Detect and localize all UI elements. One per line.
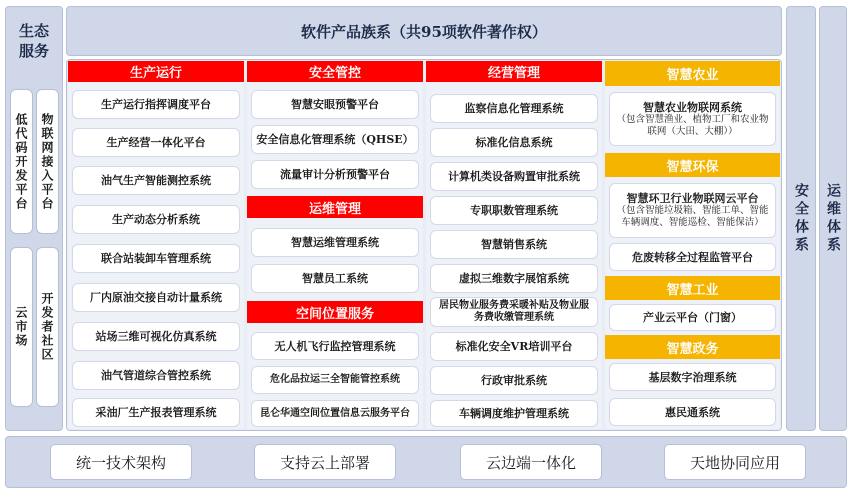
- business-item[interactable]: 标准化信息系统: [430, 128, 598, 157]
- business-item[interactable]: 智慧销售系统: [430, 230, 598, 259]
- business-item[interactable]: 标准化安全VR培训平台: [430, 332, 598, 361]
- ops-item[interactable]: 智慧员工系统: [251, 264, 419, 293]
- production-item[interactable]: 生产经营一体化平台: [72, 128, 240, 157]
- production-item[interactable]: 采油厂生产报表管理系统: [72, 398, 240, 427]
- cloud-edge-integration-card[interactable]: 云边端一体化: [460, 444, 602, 480]
- spatial-item[interactable]: 昆仑华通空间位置信息云服务平台: [251, 400, 419, 427]
- business-item[interactable]: 虚拟三维数字展馆系统: [430, 264, 598, 293]
- production-item[interactable]: 联合站装卸车管理系统: [72, 244, 240, 273]
- production-item[interactable]: 站场三维可视化仿真系统: [72, 322, 240, 351]
- ops-header: 运维管理: [247, 196, 423, 218]
- smart-env-header: 智慧环保: [605, 153, 780, 177]
- smart-agri-item[interactable]: 智慧农业物联网系统 （包含智慧渔业、植物工厂和农业物联网（大田、大棚））: [609, 92, 776, 146]
- smart-industry-header: 智慧工业: [605, 276, 780, 300]
- production-item[interactable]: 油气生产智能测控系统: [72, 166, 240, 195]
- safety-item[interactable]: 智慧安眼预警平台: [251, 90, 419, 119]
- smart-gov-item[interactable]: 惠民通系统: [609, 398, 776, 426]
- smart-agri-header: 智慧农业: [605, 61, 780, 86]
- space-ground-collab-card[interactable]: 天地协同应用: [664, 444, 806, 480]
- smart-env-item[interactable]: 智慧环卫行业物联网云平台 （包含智能垃圾箱、智能工单、智能车辆调度、智能巡检、智能保洁）: [609, 183, 776, 238]
- ecosystem-title: 生态服务: [18, 22, 49, 60]
- ops-system-panel: 运维体系: [819, 6, 847, 431]
- smart-gov-item[interactable]: 基层数字治理系统: [609, 363, 776, 391]
- business-item[interactable]: 监察信息化管理系统: [430, 94, 598, 123]
- production-item[interactable]: 厂内原油交接自动计量系统: [72, 283, 240, 312]
- production-header: 生产运行: [68, 61, 244, 82]
- business-header: 经营管理: [426, 61, 602, 82]
- security-system-panel: 安全体系: [786, 6, 816, 431]
- product-family-title: 软件产品族系（共95项软件著作权）: [301, 22, 547, 41]
- cloud-deployment-card[interactable]: 支持云上部署: [254, 444, 396, 480]
- business-item[interactable]: 居民物业服务费采暖补贴及物业服务费收缴管理系统: [430, 297, 598, 327]
- production-item[interactable]: 油气管道综合管控系统: [72, 361, 240, 390]
- smart-industry-item[interactable]: 产业云平台（门窗）: [609, 304, 776, 331]
- business-item[interactable]: 计算机类设备购置审批系统: [430, 162, 598, 191]
- spatial-item[interactable]: 无人机飞行监控管理系统: [251, 332, 419, 360]
- iot-access-platform-card[interactable]: 物联网接入平台: [36, 89, 59, 234]
- product-family-banner: [66, 6, 782, 56]
- production-item[interactable]: 生产运行指挥调度平台: [72, 90, 240, 119]
- spatial-header: 空间位置服务: [247, 301, 423, 323]
- developer-community-card[interactable]: 开发者社区: [36, 247, 59, 407]
- smart-gov-header: 智慧政务: [605, 335, 780, 359]
- spatial-item[interactable]: 危化品拉运三全智能管控系统: [251, 366, 419, 394]
- production-item[interactable]: 生产动态分析系统: [72, 205, 240, 234]
- business-item[interactable]: 行政审批系统: [430, 366, 598, 395]
- business-item[interactable]: 专职职数管理系统: [430, 196, 598, 225]
- safety-item[interactable]: 安全信息化管理系统（QHSE）: [251, 125, 419, 154]
- ecosystem-panel: [5, 6, 63, 431]
- safety-item[interactable]: 流量审计分析预警平台: [251, 160, 419, 189]
- cloud-market-card[interactable]: 云市场: [10, 247, 33, 407]
- ops-item[interactable]: 智慧运维管理系统: [251, 228, 419, 257]
- smart-env-item[interactable]: 危废转移全过程监管平台: [609, 243, 776, 271]
- business-item[interactable]: 车辆调度维护管理系统: [430, 400, 598, 427]
- unified-architecture-card[interactable]: 统一技术架构: [50, 444, 192, 480]
- low-code-platform-card[interactable]: 低代码开发平台: [10, 89, 33, 234]
- safety-header: 安全管控: [247, 61, 423, 82]
